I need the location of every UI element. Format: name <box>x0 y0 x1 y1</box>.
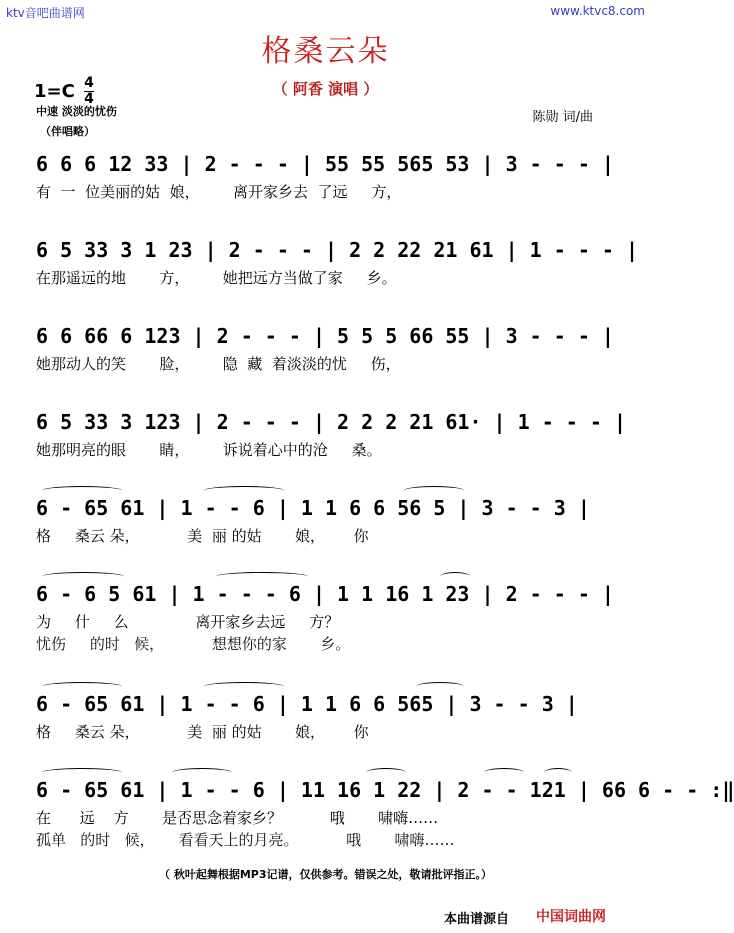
score-system-6 <box>36 580 622 655</box>
time-sig-denominator: 4 <box>84 91 94 107</box>
score-system-4 <box>36 408 627 461</box>
score-system-1 <box>36 150 622 203</box>
notation-line: 6 5 33 3 1 23 | 2 - - - | 2 2 22 21 61 | 1 - - - | <box>36 238 639 262</box>
lyric-line: 在 远 方 是否思念着家乡？ 哦 啸嗨…… <box>36 809 439 827</box>
notation-line: 6 5 33 3 123 | 2 - - - | 2 2 2 21 61· | 1 - - - | <box>36 410 627 434</box>
score-system-5 <box>36 494 622 547</box>
lyric-line: 有 一 位美丽的姑 娘， 离开家乡去 了远 方， <box>36 183 402 201</box>
tempo-marking: 中速 淡淡的忧伤 <box>36 105 117 118</box>
score-system-3 <box>36 322 622 375</box>
watermark-left: ktv音吧曲谱网 <box>6 6 85 20</box>
transcription-note: （ 秋叶起舞根据MP3记谱，仅供参考。错误之处，敬请批评指正。） <box>159 868 492 881</box>
lyric-line: 在那遥远的地 方， 她把远方当做了家 乡。 <box>36 269 397 287</box>
lyric-line: 格 桑云 朵， 美 丽 的姑 娘， 你 <box>36 723 369 741</box>
score-system-8 <box>36 776 734 851</box>
score-system-2 <box>36 236 639 289</box>
lyric-line-second-verse: 孤单 的时 候， 看看天上的月亮。 哦 啸嗨…… <box>36 831 455 849</box>
source-label: 本曲谱源自 <box>444 912 510 927</box>
score-system-7 <box>36 690 622 743</box>
singer-credit: （ 阿香 演唱 ） <box>272 80 379 98</box>
time-sig-numerator: 4 <box>84 75 94 91</box>
notation-line: 6 - 65 61 | 1 - - 6 | 1 1 6 6 565 | 3 - - 3 | <box>36 692 578 716</box>
notation-line: 6 - 65 61 | 1 - - 6 | 11 16 1 22 | 2 - - 121 | 66 6 - - :‖ <box>36 778 734 802</box>
notation-line: 6 6 66 6 123 | 2 - - - | 5 5 5 66 55 | 3 - - - | <box>36 324 614 348</box>
notation-line: 6 6 6 12 33 | 2 - - - | 55 55 565 53 | 3 - - - | <box>36 152 614 176</box>
author-credit: 陈勋 词/曲 <box>532 110 593 125</box>
lyric-line-second-verse: 忧伤 的时 候， 想想你的家 乡。 <box>36 635 351 653</box>
lyric-line: 格 桑云 朵， 美 丽 的姑 娘， 你 <box>36 527 369 545</box>
notation-line: 6 - 6 5 61 | 1 - - - 6 | 1 1 16 1 23 | 2 - - - | <box>36 582 614 606</box>
notation-line: 6 - 65 61 | 1 - - 6 | 1 1 6 6 56 5 | 3 - - 3 | <box>36 496 590 520</box>
watermark-right: www.ktvc8.com <box>550 4 645 18</box>
lyric-line: 她那明亮的眼 睛， 诉说着心中的沧 桑。 <box>36 441 382 459</box>
accompaniment-note: （伴唱略） <box>40 125 95 138</box>
lyric-line: 她那动人的笑 脸， 隐 藏 着淡淡的忧 伤， <box>36 355 401 373</box>
source-site: 中国词曲网 <box>536 909 606 925</box>
lyric-line: 为 什 么 离开家乡去远 方？ <box>36 613 340 631</box>
song-title: 格桑云朵 <box>261 34 390 69</box>
key-text: 1=C <box>34 81 75 102</box>
